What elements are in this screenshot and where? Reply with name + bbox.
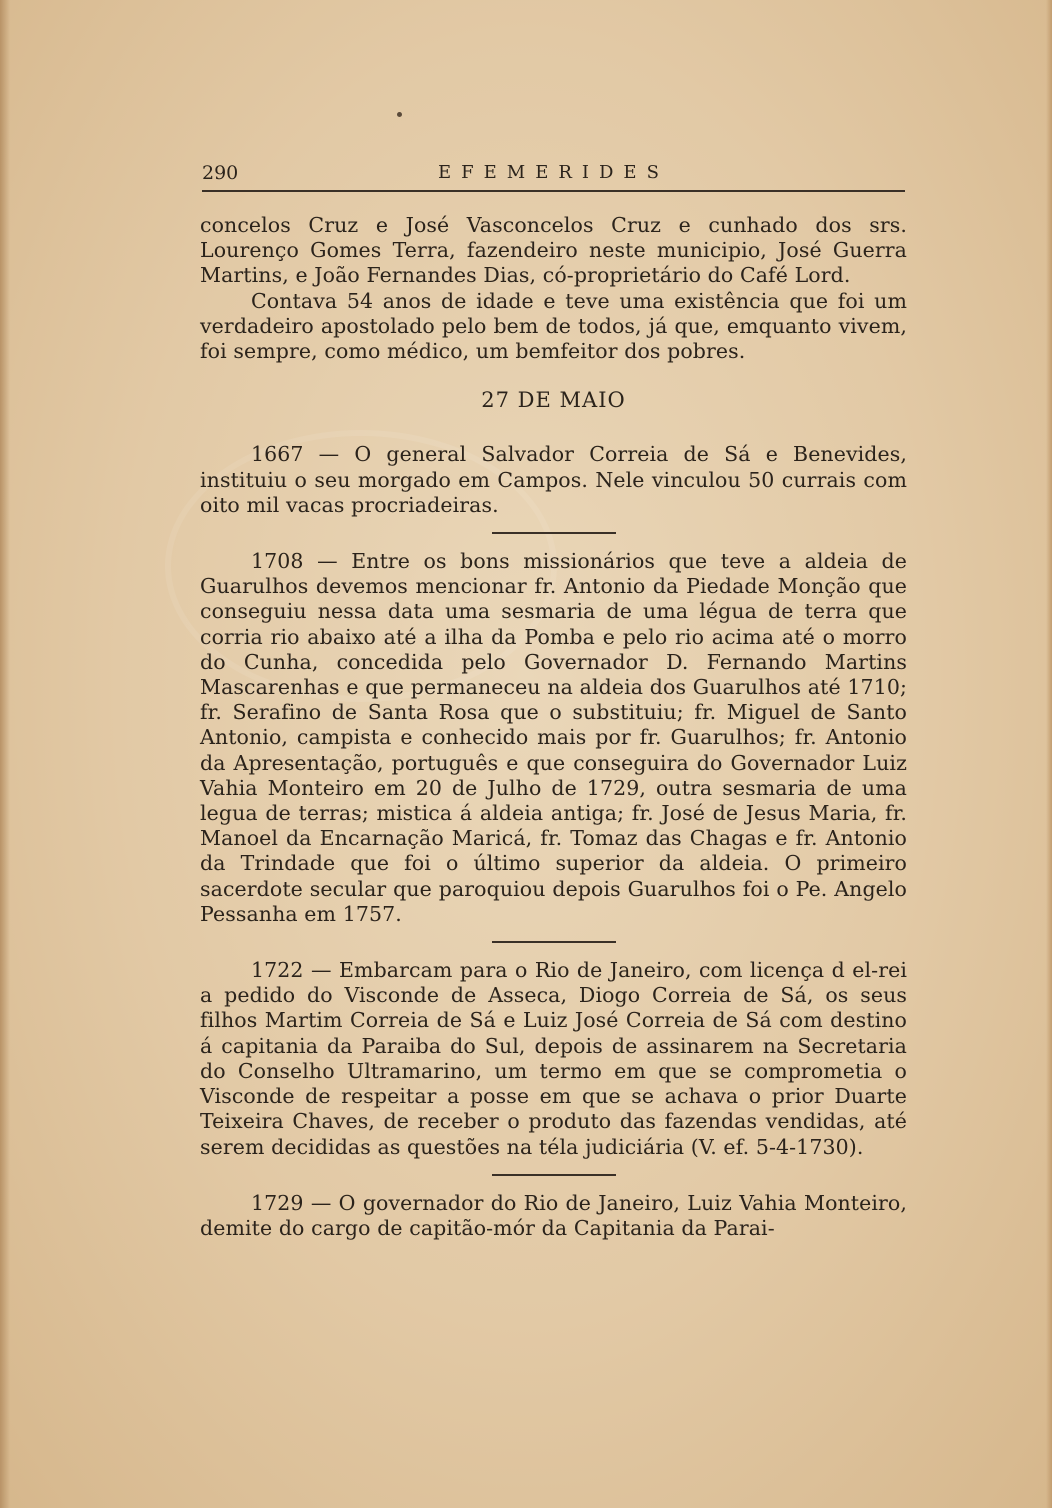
running-title: EFEMERIDES xyxy=(438,162,669,183)
page-number: 290 xyxy=(202,162,239,184)
entry-1722: 1722 — Embarcam para o Rio de Janeiro, com licença d el-rei a pedido do Visconde de Asseca, Diogo Correia de Sá, os seus filhos Martim Correia de Sá e Luiz José Correia de Sá com destino á capitania da Paraiba do Sul, depois de assinarem na Secretaria do Conselho Ultramarino, um termo em que se comprometia o Visconde de respeitar a posse em que se achava o prior Duarte Teixeira Chaves, de receber o produto das fazendas vendidas, até serem decididas as questões na téla judiciária (V. ef. 5-4-1730). xyxy=(200,958,907,1159)
ink-speck xyxy=(397,112,402,117)
entry-1667: 1667 — O general Salvador Correia de Sá e Benevides, instituiu o seu morgado em Campos. Nele vinculou 50 currais com oito mil vacas procriadeiras. xyxy=(200,442,907,517)
page-body xyxy=(200,213,907,1241)
entry-1729: 1729 — O governador do Rio de Janeiro, Luiz Vahia Monteiro, demite do cargo de capitão-mór da Capitania da Parai- xyxy=(200,1190,907,1240)
entry-1708: 1708 — Entre os bons missionários que teve a aldeia de Guarulhos devemos mencionar fr. Antonio da Piedade Monção que conseguiu nessa data uma sesmaria de uma légua de terra que corria rio abaixo até a ilha da Pomba e pelo rio acima até o morro do Cunha, concedida pelo Governador D. Fernando Martins Mascarenhas e que permaneceu na aldeia dos Guarulhos até 1710; fr. Serafino de Santa Rosa que o substituiu; fr. Miguel de Santo Antonio, campista e conhecido mais por fr. Guarulhos; fr. Antonio da Apresentação, português e que conseguira do Governador Luiz Vahia Monteiro em 20 de Julho de 1729, outra sesmaria de uma legua de terras; mistica á aldeia antiga; fr. José de Jesus Maria, fr. Manoel da Encarnação Maricá, fr. Tomaz das Chagas e fr. Antonio da Trindade que foi o último superior da aldeia. O primeiro sacerdote secular que paroquiou depois Guarulhos foi o Pe. Angelo Pessanha em 1757. xyxy=(200,549,907,926)
entry-separator xyxy=(492,1174,616,1176)
page-edge-shadow-right xyxy=(1046,0,1052,1508)
entry-separator xyxy=(492,532,616,534)
section-heading: 27 DE MAIO xyxy=(481,388,626,413)
page-edge-shadow-left xyxy=(0,0,10,1508)
closing-paragraph: Contava 54 anos de idade e teve uma existência que foi um verdadeiro apostolado pelo bem de todos, já que, emquanto vivem, foi sempre, como médico, um bemfeitor dos pobres. xyxy=(200,288,907,364)
continuation-paragraph: concelos Cruz e José Vasconcelos Cruz e cunhado dos srs. Lourenço Gomes Terra, fazendeiro neste municipio, José Guerra Martins, e João Fernandes Dias, có-proprietário do Café Lord. xyxy=(200,213,907,288)
page-header xyxy=(202,158,905,192)
entry-separator xyxy=(492,941,616,943)
